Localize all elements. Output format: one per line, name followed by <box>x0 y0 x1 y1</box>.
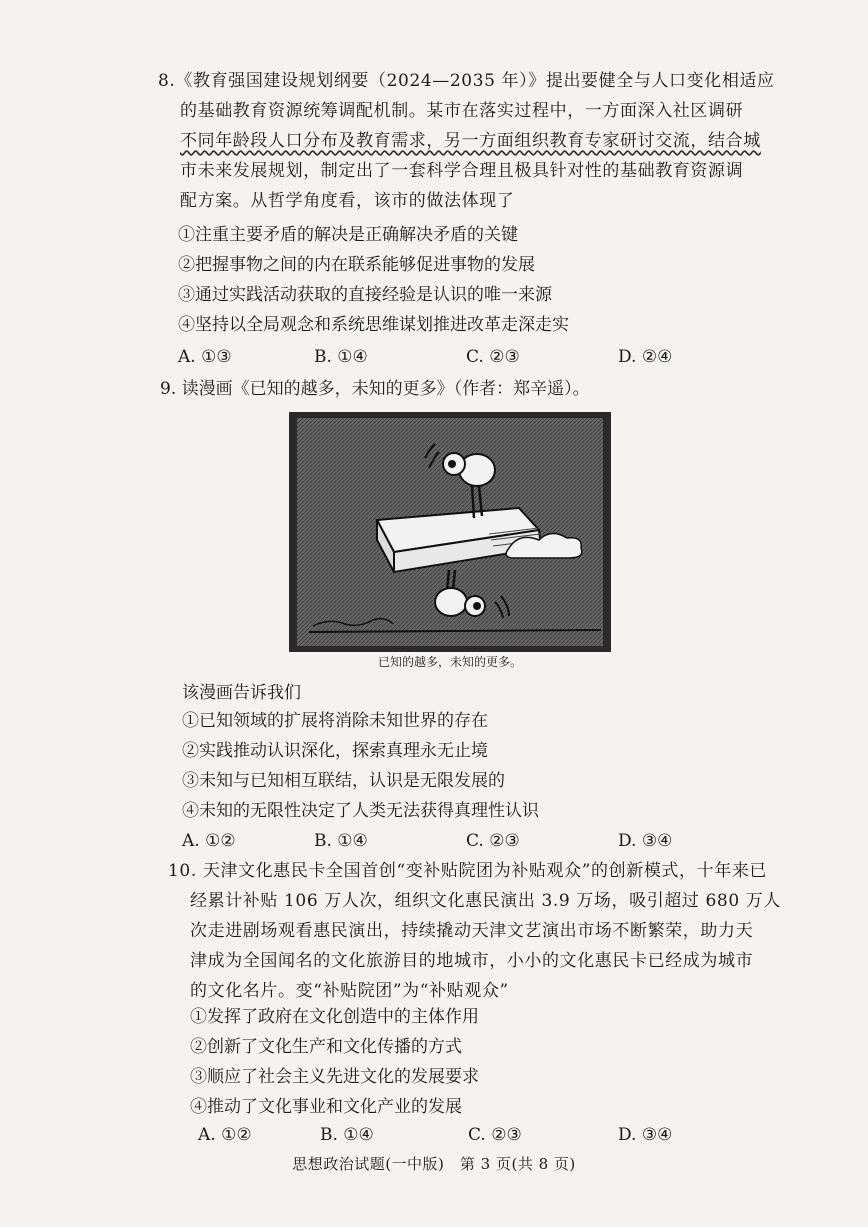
q9-lead: 该漫画告诉我们 <box>182 683 301 703</box>
q9-choices <box>182 826 682 856</box>
q8-choices <box>178 342 698 372</box>
q10-line-2: 经累计补贴 106 万人次，组织文化惠民演出 3.9 万场，吸引超过 680 万人 <box>190 891 781 911</box>
q8-option-2: ②把握事物之间的内在联系能够促进事物的发展 <box>178 255 535 275</box>
q8-line-4: 市未来发展规划，制定出了一套科学合理且极具针对性的基础教育资源调 <box>180 161 744 181</box>
q9-choice-d: D. ③④ <box>618 831 673 851</box>
cartoon-caption: 已知的越多，未知的更多。 <box>377 655 522 669</box>
q8-option-3: ③通过实践活动获取的直接经验是认识的唯一来源 <box>178 285 552 305</box>
q9-choice-b: B. ①④ <box>314 831 368 851</box>
q8-choice-c: C. ②③ <box>466 347 520 367</box>
q10-choice-a: A. ①② <box>198 1125 252 1145</box>
q10-option-4: ④推动了文化事业和文化产业的发展 <box>190 1097 462 1117</box>
q10-choice-c: C. ②③ <box>468 1125 522 1145</box>
q9-choice-a: A. ①② <box>182 831 236 851</box>
q8-option-1: ①注重主要矛盾的解决是正确解决矛盾的关键 <box>178 225 518 245</box>
q9-choice-c: C. ②③ <box>466 831 520 851</box>
bottom-figure-body <box>435 588 467 616</box>
page-footer: 思想政治试题(一中版) 第 3 页(共 8 页) <box>292 1155 576 1173</box>
q8-line-1: 8.《教育强国建设规划纲要（2024—2035 年）》提出要健全与人口变化相适应 <box>158 71 775 91</box>
q8-option-4: ④坚持以全局观念和系统思维谋划推进改革走深走实 <box>178 315 569 335</box>
cartoon-image <box>289 412 611 652</box>
q10-line-1: 10. 天津文化惠民卡全国首创“变补贴院团为补贴观众”的创新模式，十年来已 <box>168 861 768 881</box>
q9-option-3: ③未知与已知相互联结，认识是无限发展的 <box>182 771 505 791</box>
q8-line-3: 不同年龄段人口分布及教育需求，另一方面组织教育专家研讨交流，结合城 <box>180 131 761 151</box>
q10-line-5: 的文化名片。变“补贴院团”为“补贴观众” <box>190 981 509 1001</box>
q8-choice-d: D. ②④ <box>618 347 673 367</box>
q10-line-4: 津成为全国闻名的文化旅游目的地城市，小小的文化惠民卡已经成为城市 <box>190 951 754 971</box>
q8-line-5: 配方案。从哲学角度看，该市的做法体现了 <box>180 191 515 211</box>
question-9-intro: 9. 读漫画《已知的越多，未知的更多》（作者：郑辛遥）。 <box>160 379 590 399</box>
q8-line-2: 的基础教育资源统筹调配机制。某市在落实过程中，一方面深入社区调研 <box>180 101 744 121</box>
question-8-stem <box>158 66 775 216</box>
q10-option-3: ③顺应了社会主义先进文化的发展要求 <box>190 1067 479 1087</box>
q10-line-3: 次走进剧场观看惠民演出，持续撬动天津文艺演出市场不断繁荣，助力天 <box>190 921 754 941</box>
q10-option-1: ①发挥了政府在文化创造中的主体作用 <box>190 1007 479 1027</box>
q9-option-1: ①已知领域的扩展将消除未知世界的存在 <box>182 711 488 731</box>
q9-option-4: ④未知的无限性决定了人类无法获得真理性认识 <box>182 801 539 821</box>
q10-option-2: ②创新了文化生产和文化传播的方式 <box>190 1037 462 1057</box>
q10-choice-b: B. ①④ <box>320 1125 374 1145</box>
q9-option-2: ②实践推动认识深化，探索真理永无止境 <box>182 741 488 761</box>
question-10-stem <box>168 856 781 1006</box>
q8-choice-b: B. ①④ <box>314 347 368 367</box>
q8-choice-a: A. ①③ <box>178 347 232 367</box>
q10-choice-d: D. ③④ <box>618 1125 673 1145</box>
q10-choices <box>198 1120 678 1150</box>
